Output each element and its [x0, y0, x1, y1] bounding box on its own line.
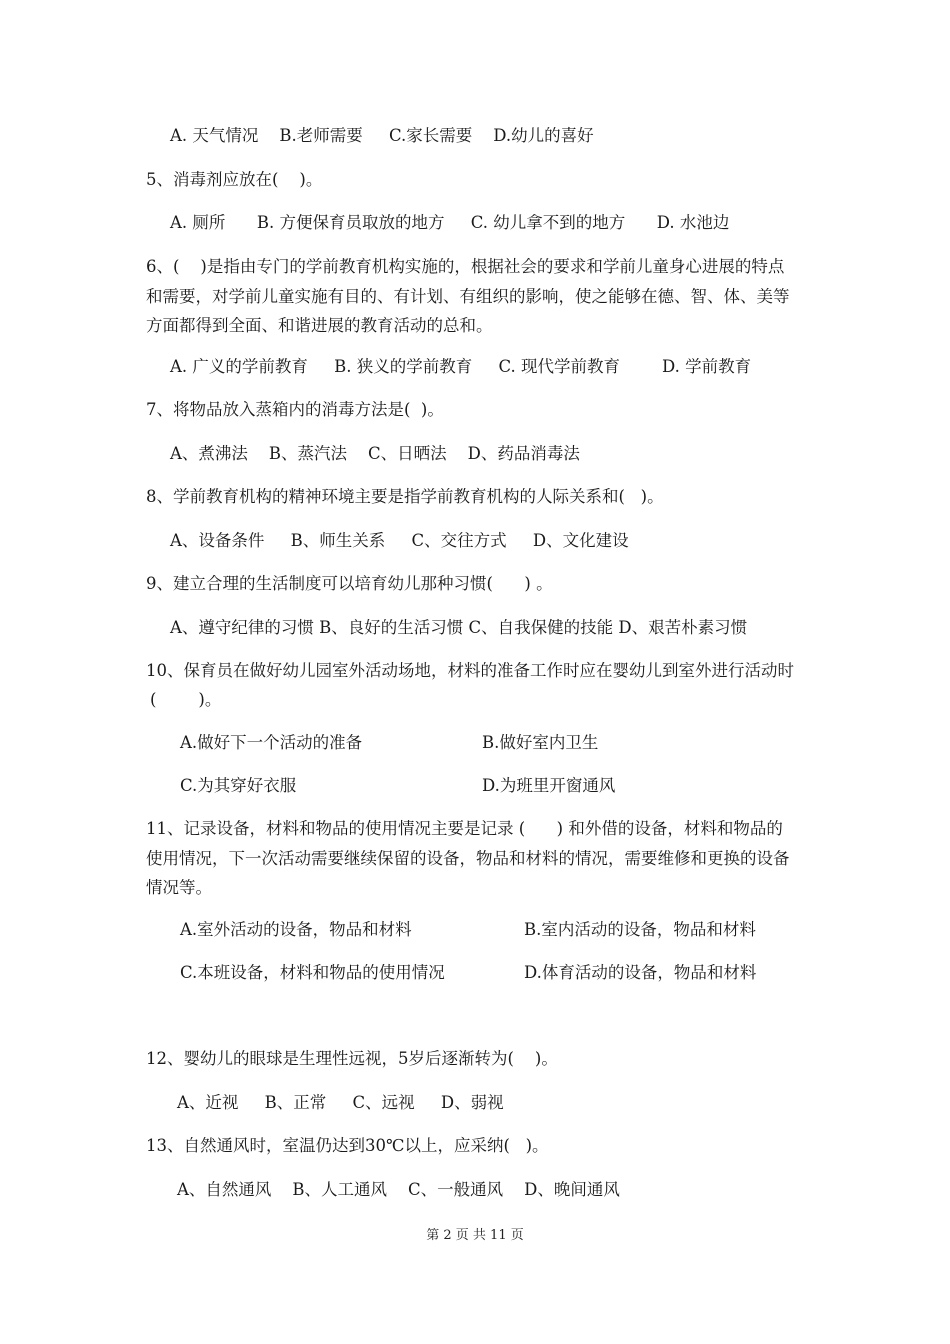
- q11-question-line-2: 使用情况，下一次活动需要继续保留的设备，物品和材料的情况，需要维修和更换的设备: [146, 849, 790, 868]
- q9-options: A、遵守纪律的习惯 B、良好的生活习惯 C、自我保健的技能 D、艰苦朴素习惯: [170, 618, 748, 637]
- q6-question-line-1: 6、( )是指由专门的学前教育机构实施的，根据社会的要求和学前儿童身心进展的特点: [146, 257, 785, 276]
- q10-option-c: C.为其穿好衣服: [180, 776, 297, 795]
- q10-option-d: D.为班里开窗通风: [482, 776, 616, 795]
- q7-options: A、煮沸法 B、蒸汽法 C、日晒法 D、药品消毒法: [170, 444, 580, 463]
- q7-question: 7、将物品放入蒸箱内的消毒方法是( )。: [146, 400, 444, 419]
- q11-option-c: C.本班设备，材料和物品的使用情况: [180, 963, 445, 982]
- q10-question-line-1: 10、保育员在做好幼儿园室外活动场地，材料的准备工作时应在婴幼儿到室外进行活动时: [146, 661, 794, 680]
- q13-options: A、自然通风 B、人工通风 C、一般通风 D、晚间通风: [177, 1180, 620, 1199]
- q12-question: 12、婴幼儿的眼球是生理性远视，5岁后逐渐转为( )。: [146, 1049, 558, 1068]
- q11-option-a: A.室外活动的设备，物品和材料: [180, 920, 412, 939]
- q5-question: 5、消毒剂应放在( )。: [146, 170, 323, 189]
- q6-question-line-2: 和需要，对学前儿童实施有目的、有计划、有组织的影响，使之能够在德、智、体、美等: [146, 287, 790, 306]
- q4-options: A. 天气情况 B.老师需要 C.家长需要 D.幼儿的喜好: [170, 126, 594, 145]
- q6-question-line-3: 方面都得到全面、和谐进展的教育活动的总和。: [146, 316, 493, 335]
- q11-option-b: B.室内活动的设备，物品和材料: [524, 920, 756, 939]
- q10-option-b: B.做好室内卫生: [482, 733, 599, 752]
- q13-question: 13、自然通风时，室温仍达到30℃以上，应采纳( )。: [146, 1136, 549, 1155]
- q5-options: A. 厕所 B. 方便保育员取放的地方 C. 幼儿拿不到的地方 D. 水池边: [170, 213, 730, 232]
- q11-option-d: D.体育活动的设备，物品和材料: [524, 963, 757, 982]
- page-footer: 第 2 页 共 11 页: [426, 1228, 524, 1243]
- q10-question-line-2: ( )。: [150, 690, 222, 709]
- q12-options: A、近视 B、正常 C、远视 D、弱视: [177, 1093, 504, 1112]
- q10-option-a: A.做好下一个活动的准备: [180, 733, 363, 752]
- q9-question: 9、建立合理的生活制度可以培育幼儿那种习惯( ) 。: [146, 574, 553, 593]
- q6-options: A. 广义的学前教育 B. 狭义的学前教育 C. 现代学前教育 D. 学前教育: [170, 357, 752, 376]
- q8-question: 8、学前教育机构的精神环境主要是指学前教育机构的人际关系和( )。: [146, 487, 664, 506]
- q11-question-line-1: 11、记录设备，材料和物品的使用情况主要是记录 ( ) 和外借的设备，材料和物品的: [146, 819, 783, 838]
- q11-question-line-3: 情况等。: [146, 878, 212, 897]
- q8-options: A、设备条件 B、师生关系 C、交往方式 D、文化建设: [170, 531, 629, 550]
